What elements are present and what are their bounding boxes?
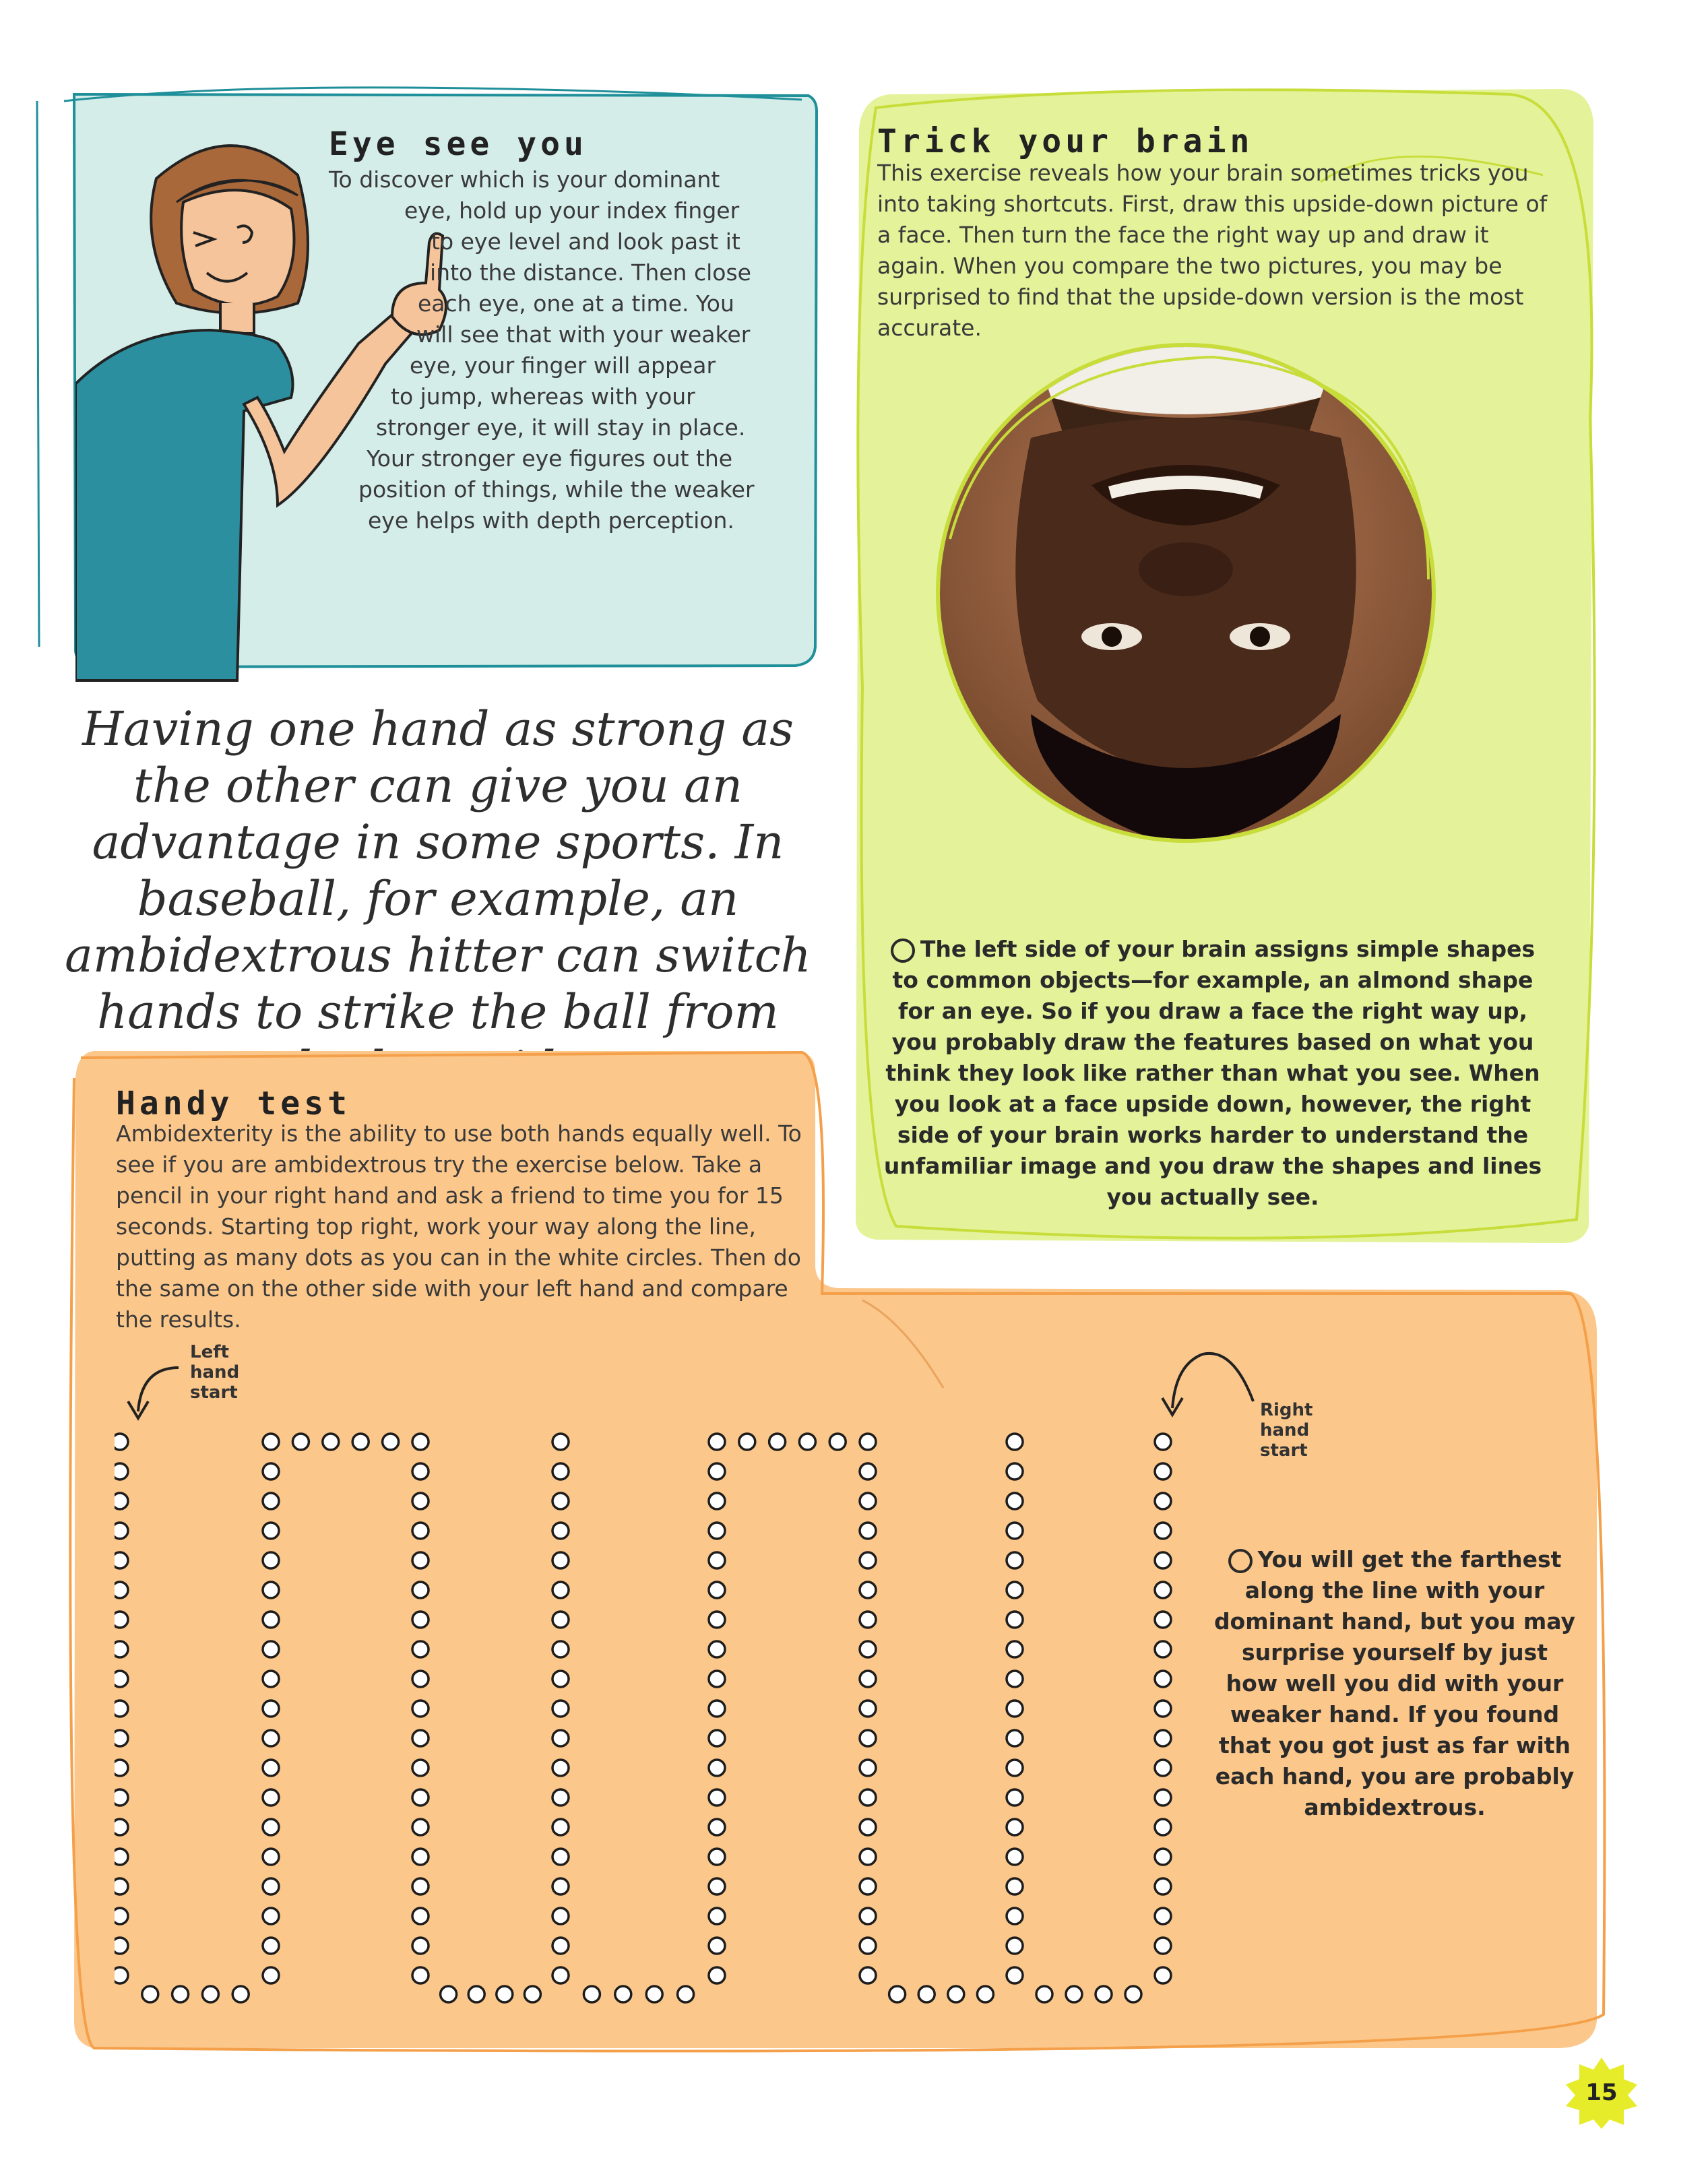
practice-circle[interactable]: [1007, 1434, 1023, 1450]
practice-circle[interactable]: [552, 1641, 569, 1657]
practice-circle[interactable]: [263, 1434, 279, 1450]
handy-section-text: Ambidexterity is the ability to use both hands equally well. To see if you are ambidextrous try the exercise below. Take a pencil in your right hand and ask a friend to time you for 15 seconds. Starting top right, work your way along the line, putting as many dots as you can in the white circles. Then do the same on the other side with your left hand and compare the results.: [116, 1120, 802, 1333]
practice-circle[interactable]: [1155, 1582, 1171, 1598]
practice-circle[interactable]: [1007, 1849, 1023, 1865]
eye-section: [0, 0, 849, 674]
practice-circle[interactable]: [412, 1908, 429, 1924]
practice-circle[interactable]: [412, 1493, 429, 1509]
practice-circle[interactable]: [552, 1612, 569, 1628]
practice-circle[interactable]: [115, 1878, 128, 1895]
practice-circle[interactable]: [1036, 1986, 1052, 2002]
practice-circle[interactable]: [115, 1582, 128, 1598]
practice-circle[interactable]: [412, 1789, 429, 1806]
practice-circle[interactable]: [948, 1986, 964, 2002]
practice-circle[interactable]: [860, 1671, 876, 1687]
ambidextrous-quote: Having one hand as strong as the other can give you an advantage in some sports. In baseball, for example, an ambidextrous hitter can switch hands to strike the ball from: [65, 701, 811, 1040]
practice-circle[interactable]: [412, 1700, 429, 1717]
practice-circle[interactable]: [1007, 1641, 1023, 1657]
practice-circle[interactable]: [412, 1938, 429, 1954]
practice-circle[interactable]: [1007, 1789, 1023, 1806]
practice-circle[interactable]: [552, 1730, 569, 1746]
practice-circle[interactable]: [709, 1552, 725, 1568]
practice-circle[interactable]: [1007, 1967, 1023, 1983]
practice-circle[interactable]: [1007, 1700, 1023, 1717]
text-line: to jump, whereas with your: [391, 383, 695, 410]
practice-circle[interactable]: [1007, 1523, 1023, 1539]
practice-circle[interactable]: [739, 1434, 755, 1450]
practice-circle[interactable]: [860, 1967, 876, 1983]
practice-circle[interactable]: [709, 1493, 725, 1509]
practice-circle[interactable]: [1155, 1819, 1171, 1835]
practice-circle[interactable]: [412, 1671, 429, 1687]
practice-circle[interactable]: [1007, 1878, 1023, 1895]
practice-circle[interactable]: [115, 1760, 128, 1776]
practice-circle[interactable]: [412, 1463, 429, 1479]
practice-circle[interactable]: [860, 1523, 876, 1539]
practice-circle[interactable]: [263, 1463, 279, 1479]
practice-circle[interactable]: [115, 1671, 128, 1687]
practice-circle[interactable]: [1007, 1671, 1023, 1687]
practice-circle[interactable]: [1155, 1700, 1171, 1717]
practice-circle[interactable]: [263, 1523, 279, 1539]
practice-circle[interactable]: [860, 1789, 876, 1806]
practice-circle[interactable]: [292, 1434, 309, 1450]
practice-circle[interactable]: [552, 1938, 569, 1954]
practice-circle[interactable]: [263, 1789, 279, 1806]
practice-circle[interactable]: [1155, 1967, 1171, 1983]
practice-circle[interactable]: [323, 1434, 339, 1450]
practice-circle[interactable]: [860, 1730, 876, 1746]
practice-circle[interactable]: [709, 1789, 725, 1806]
practice-circle[interactable]: [115, 1641, 128, 1657]
practice-circle[interactable]: [1007, 1760, 1023, 1776]
practice-circle[interactable]: [829, 1434, 846, 1450]
dot-path: [115, 1422, 1287, 2014]
practice-circle[interactable]: [263, 1967, 279, 1983]
handy-section: [54, 1038, 1617, 2062]
practice-circle[interactable]: [552, 1434, 569, 1450]
practice-circle[interactable]: [412, 1434, 429, 1450]
practice-circle[interactable]: [115, 1819, 128, 1835]
practice-circle[interactable]: [115, 1967, 128, 1983]
practice-circle[interactable]: [709, 1582, 725, 1598]
practice-circle[interactable]: [1155, 1671, 1171, 1687]
practice-circle[interactable]: [918, 1986, 935, 2002]
practice-circle[interactable]: [552, 1552, 569, 1568]
practice-circle[interactable]: [1155, 1641, 1171, 1657]
practice-circle[interactable]: [412, 1552, 429, 1568]
page-number: 15: [1585, 2079, 1618, 2106]
practice-circle[interactable]: [115, 1552, 128, 1568]
practice-circle[interactable]: [1007, 1938, 1023, 1954]
practice-circle[interactable]: [412, 1730, 429, 1746]
practice-circle[interactable]: [263, 1552, 279, 1568]
practice-circle[interactable]: [860, 1641, 876, 1657]
text-line: To discover which is your dominant: [329, 166, 720, 193]
practice-circle[interactable]: [860, 1878, 876, 1895]
right-hand-start-label: Right hand start: [1260, 1400, 1313, 1461]
practice-circle[interactable]: [709, 1463, 725, 1479]
practice-circle[interactable]: [709, 1819, 725, 1835]
practice-circle[interactable]: [552, 1463, 569, 1479]
text-line: each eye, one at a time. You: [418, 290, 734, 317]
practice-circle[interactable]: [615, 1986, 631, 2002]
practice-circle[interactable]: [1007, 1730, 1023, 1746]
practice-circle[interactable]: [709, 1671, 725, 1687]
practice-circle[interactable]: [263, 1641, 279, 1657]
practice-circle[interactable]: [115, 1700, 128, 1717]
practice-circle[interactable]: [142, 1986, 158, 2002]
practice-circle[interactable]: [1066, 1986, 1082, 2002]
practice-circle[interactable]: [552, 1908, 569, 1924]
practice-circle[interactable]: [412, 1582, 429, 1598]
practice-circle[interactable]: [860, 1463, 876, 1479]
practice-circle[interactable]: [552, 1493, 569, 1509]
practice-circle[interactable]: [468, 1986, 484, 2002]
text-line: eye, hold up your index finger: [404, 197, 740, 224]
text-line: eye helps with depth perception.: [368, 507, 734, 534]
practice-circle[interactable]: [263, 1700, 279, 1717]
practice-circle[interactable]: [583, 1986, 600, 2002]
practice-circle[interactable]: [552, 1760, 569, 1776]
practice-circle[interactable]: [709, 1760, 725, 1776]
handy-section-title: Handy test: [116, 1085, 351, 1122]
practice-circle[interactable]: [263, 1760, 279, 1776]
practice-circle[interactable]: [1155, 1849, 1171, 1865]
practice-circle[interactable]: [552, 1819, 569, 1835]
practice-circle[interactable]: [497, 1986, 513, 2002]
practice-circle[interactable]: [1155, 1789, 1171, 1806]
practice-circle[interactable]: [263, 1908, 279, 1924]
practice-circle[interactable]: [860, 1908, 876, 1924]
practice-circle[interactable]: [1007, 1908, 1023, 1924]
page-number-badge: [1564, 2056, 1639, 2130]
practice-circle[interactable]: [860, 1582, 876, 1598]
practice-circle[interactable]: [1155, 1878, 1171, 1895]
practice-circle[interactable]: [115, 1523, 128, 1539]
practice-circle[interactable]: [860, 1434, 876, 1450]
practice-circle[interactable]: [115, 1493, 128, 1509]
text-line: stronger eye, it will stay in place.: [376, 414, 746, 441]
text-line: to eye level and look past it: [431, 228, 740, 255]
practice-circle[interactable]: [383, 1434, 399, 1450]
eye-section-text: [329, 164, 800, 536]
practice-circle[interactable]: [1096, 1986, 1112, 2002]
practice-circle[interactable]: [709, 1523, 725, 1539]
practice-circle[interactable]: [412, 1523, 429, 1539]
practice-circle[interactable]: [202, 1986, 218, 2002]
text-line: position of things, while the weaker: [358, 476, 755, 503]
text-line: Your stronger eye figures out the: [367, 445, 733, 472]
practice-circle[interactable]: [115, 1730, 128, 1746]
practice-circle[interactable]: [1155, 1938, 1171, 1954]
practice-circle[interactable]: [441, 1986, 457, 2002]
practice-circle[interactable]: [552, 1523, 569, 1539]
practice-circle[interactable]: [115, 1938, 128, 1954]
practice-circle[interactable]: [412, 1612, 429, 1628]
practice-circle[interactable]: [352, 1434, 369, 1450]
eye-section-title: Eye see you: [329, 125, 588, 163]
practice-circle[interactable]: [1155, 1523, 1171, 1539]
upside-down-face-photo: [930, 337, 1442, 849]
practice-circle[interactable]: [263, 1819, 279, 1835]
practice-circle[interactable]: [1155, 1493, 1171, 1509]
practice-circle[interactable]: [860, 1612, 876, 1628]
practice-circle[interactable]: [263, 1582, 279, 1598]
practice-circle[interactable]: [1007, 1463, 1023, 1479]
practice-circle[interactable]: [709, 1434, 725, 1450]
practice-circle[interactable]: [709, 1730, 725, 1746]
practice-circle[interactable]: [412, 1760, 429, 1776]
practice-circle[interactable]: [709, 1967, 725, 1983]
practice-circle[interactable]: [232, 1986, 249, 2002]
practice-circle[interactable]: [115, 1908, 128, 1924]
practice-circle[interactable]: [263, 1849, 279, 1865]
practice-circle[interactable]: [860, 1849, 876, 1865]
practice-circle[interactable]: [709, 1849, 725, 1865]
handy-tip-text: You will get the farthest along the line with your dominant hand, but you may surprise yourself by just how well you did with your weaker hand. If you found that you got just as far with each hand, you are probably ambidextrous.: [1213, 1546, 1576, 1820]
practice-circle[interactable]: [552, 1878, 569, 1895]
practice-circle[interactable]: [1125, 1986, 1141, 2002]
practice-circle[interactable]: [552, 1671, 569, 1687]
practice-circle[interactable]: [1007, 1552, 1023, 1568]
practice-circle[interactable]: [115, 1612, 128, 1628]
handy-tip: [1213, 1544, 1577, 1823]
practice-circle[interactable]: [709, 1908, 725, 1924]
practice-circle[interactable]: [552, 1789, 569, 1806]
text-line: will see that with your weaker: [416, 321, 751, 348]
practice-circle[interactable]: [115, 1434, 128, 1450]
practice-circle[interactable]: [1155, 1463, 1171, 1479]
trick-section-text: This exercise reveals how your brain sometimes tricks you into taking shortcuts. First, draw this upside-down picture of a face. Then turn the face the right way up and draw it again. When you compare the two pictures, you may be surprised to find that the upside-down version is the most accurate.: [877, 160, 1548, 341]
practice-circle[interactable]: [860, 1819, 876, 1835]
practice-circle[interactable]: [263, 1493, 279, 1509]
practice-circle[interactable]: [769, 1434, 786, 1450]
practice-circle[interactable]: [412, 1967, 429, 1983]
practice-circle[interactable]: [1007, 1612, 1023, 1628]
spiral-icon: [1228, 1549, 1253, 1573]
practice-circle[interactable]: [709, 1641, 725, 1657]
practice-circle[interactable]: [709, 1612, 725, 1628]
practice-circle[interactable]: [263, 1878, 279, 1895]
practice-circle[interactable]: [115, 1849, 128, 1865]
practice-circle[interactable]: [412, 1849, 429, 1865]
practice-circle[interactable]: [412, 1641, 429, 1657]
practice-circle[interactable]: [524, 1986, 540, 2002]
practice-circle[interactable]: [263, 1612, 279, 1628]
right-start-arrow-icon: [1152, 1347, 1260, 1422]
practice-circle[interactable]: [860, 1493, 876, 1509]
practice-circle[interactable]: [1007, 1493, 1023, 1509]
practice-circle[interactable]: [889, 1986, 906, 2002]
practice-circle[interactable]: [552, 1967, 569, 1983]
practice-circle[interactable]: [552, 1849, 569, 1865]
practice-circle[interactable]: [115, 1789, 128, 1806]
practice-circle[interactable]: [263, 1938, 279, 1954]
practice-circle[interactable]: [172, 1986, 189, 2002]
practice-circle[interactable]: [860, 1700, 876, 1717]
practice-circle[interactable]: [709, 1878, 725, 1895]
left-hand-start-label: Left hand start: [190, 1342, 240, 1403]
practice-circle[interactable]: [1155, 1908, 1171, 1924]
practice-circle[interactable]: [1155, 1760, 1171, 1776]
practice-circle[interactable]: [1155, 1552, 1171, 1568]
practice-circle[interactable]: [1155, 1730, 1171, 1746]
text-line: eye, your finger will appear: [410, 352, 716, 379]
practice-circle[interactable]: [799, 1434, 815, 1450]
practice-circle[interactable]: [1155, 1434, 1171, 1450]
practice-circle[interactable]: [977, 1986, 993, 2002]
practice-circle[interactable]: [552, 1700, 569, 1717]
trick-section-title: Trick your brain: [877, 123, 1254, 160]
practice-circle[interactable]: [860, 1760, 876, 1776]
spiral-icon: [891, 938, 915, 963]
text-line: into the distance. Then close: [430, 259, 751, 286]
practice-circle[interactable]: [1007, 1582, 1023, 1598]
practice-circle[interactable]: [263, 1730, 279, 1746]
practice-circle[interactable]: [709, 1938, 725, 1954]
practice-circle[interactable]: [678, 1986, 694, 2002]
practice-circle[interactable]: [709, 1700, 725, 1717]
practice-circle[interactable]: [412, 1878, 429, 1895]
practice-circle[interactable]: [646, 1986, 662, 2002]
practice-circle[interactable]: [1007, 1819, 1023, 1835]
practice-circle[interactable]: [263, 1671, 279, 1687]
practice-circle[interactable]: [1155, 1612, 1171, 1628]
practice-circle[interactable]: [115, 1463, 128, 1479]
practice-circle[interactable]: [412, 1819, 429, 1835]
practice-circle[interactable]: [860, 1552, 876, 1568]
practice-circle[interactable]: [552, 1582, 569, 1598]
practice-circle[interactable]: [860, 1938, 876, 1954]
trick-tip-text: The left side of your brain assigns simple shapes to common objects—for example, an almond shape for an eye. So if you draw a face the right way up, you probably draw the features based on what you think they look like rather than what you see. When you look at a face upside down, however, the right side of your brain works harder to understand the unfamiliar image and you draw the shapes and lines you actually see.: [883, 936, 1542, 1210]
